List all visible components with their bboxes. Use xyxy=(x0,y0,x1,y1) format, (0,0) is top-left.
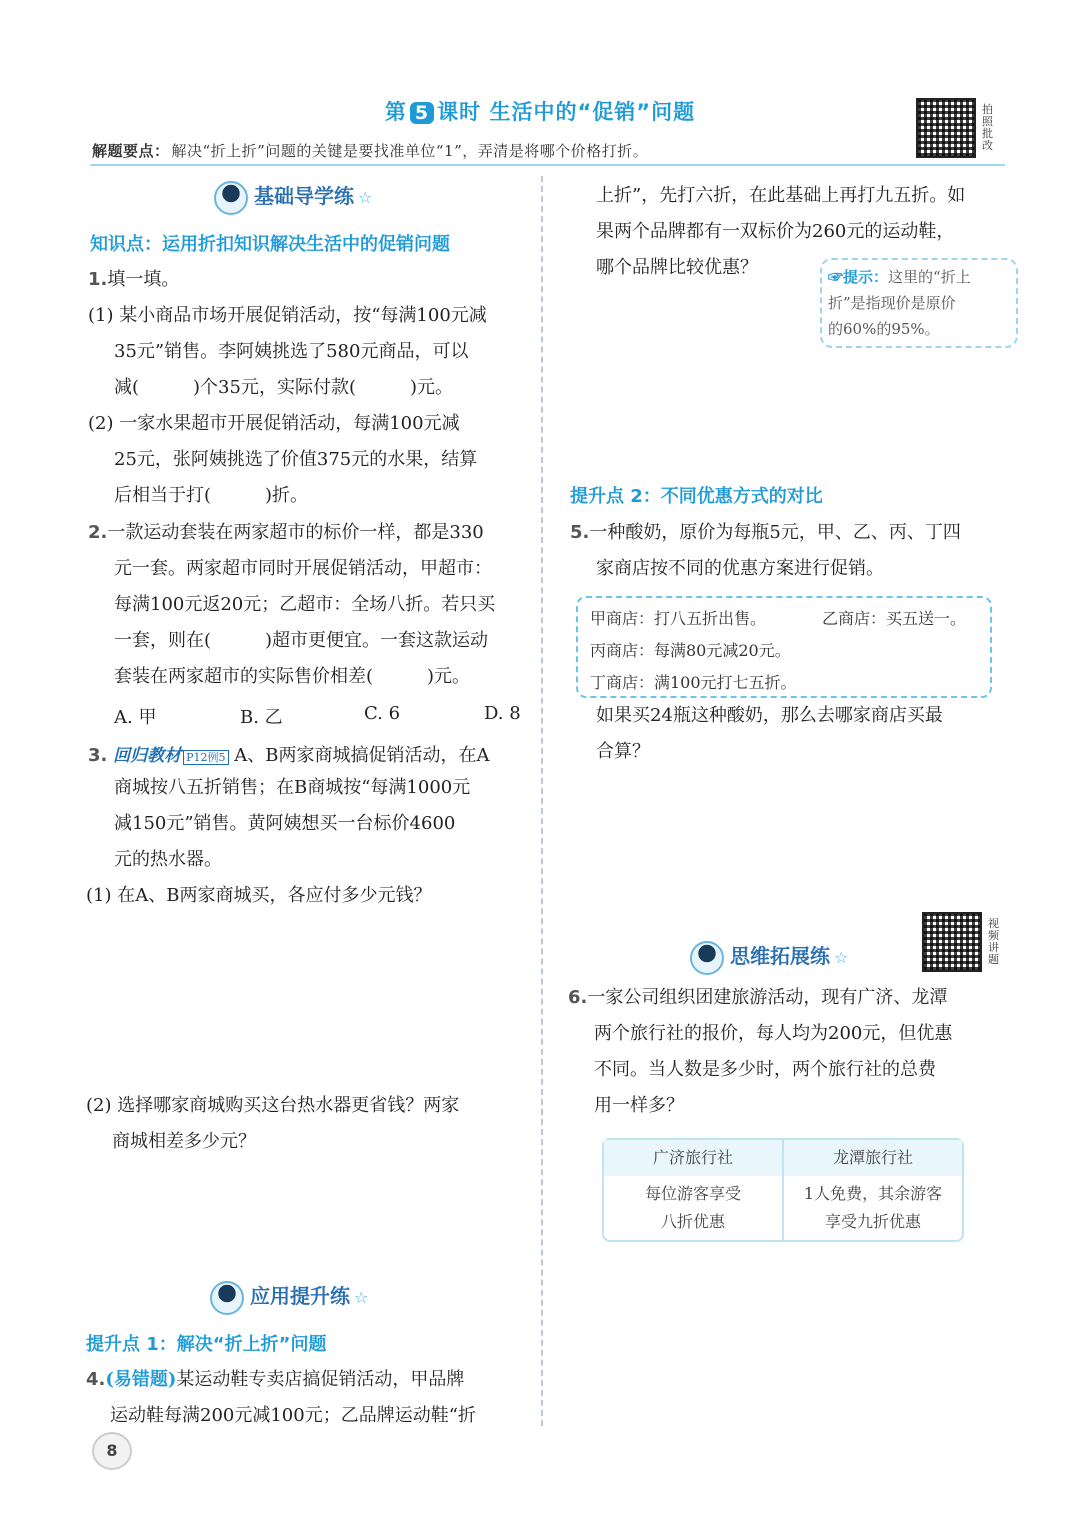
keypoint-label: 解题要点： xyxy=(92,142,170,160)
question-2-line4: 一套，则在( )超市更便宜。一套这款运动 xyxy=(114,630,489,651)
question-number: 1. xyxy=(88,269,108,290)
error-prone-tag: (易错题) xyxy=(105,1369,177,1390)
offer-text: 1人免费，其余游客 xyxy=(803,1184,943,1203)
star-icon: ☆ xyxy=(834,948,849,967)
tag-text: 回归教材 xyxy=(113,746,182,766)
hint-box xyxy=(820,258,1018,348)
offer-text: 八折优惠 xyxy=(660,1212,725,1231)
question-text: 某运动鞋专卖店搞促销活动，甲品牌 xyxy=(176,1369,465,1390)
question-text: 填一填。 xyxy=(107,269,180,290)
hint-text: 折”是指现价是原价 xyxy=(828,294,956,312)
header-divider xyxy=(90,164,1005,166)
knowledge-point: 知识点：运用折扣知识解决生活中的促销问题 xyxy=(90,234,450,255)
qr-label: 视频讲题 xyxy=(988,917,999,966)
question-5-line1 xyxy=(570,515,961,551)
question-number: 5. xyxy=(570,522,590,543)
textbook-tag xyxy=(113,746,228,766)
table-divider xyxy=(782,1140,784,1240)
solving-keypoint xyxy=(92,140,648,161)
question-2-line2: 元一套。两家超市同时开展促销活动，甲超市： xyxy=(114,558,492,579)
question-number: 4. xyxy=(86,1369,106,1390)
question-text: 一家公司组织团建旅游活动，现有广济、龙潭 xyxy=(587,987,948,1008)
lesson-number-badge: 5 xyxy=(410,102,434,124)
question-5-line4: 合算？ xyxy=(596,741,650,762)
q1-part1-line3: 减( )个35元，实际付款( )元。 xyxy=(114,377,453,398)
q1-part2-line2: 25元，张阿姨挑选了价值375元的水果，结算 xyxy=(114,449,478,470)
title-prefix: 第 xyxy=(384,100,407,124)
question-3-sub1: (1) 在A、B两家商城买，各应付多少元钱？ xyxy=(86,885,432,906)
column-divider xyxy=(541,176,543,1426)
section-banner-extend xyxy=(690,940,848,975)
question-6-line3: 不同。当人数是多少时，两个旅行社的总费 xyxy=(594,1059,936,1080)
question-number: 6. xyxy=(568,987,588,1008)
boost-point-2: 提升点 2：不同优惠方式的对比 xyxy=(570,486,823,507)
mascot-icon xyxy=(690,941,724,975)
hint-text: 的60%的95%。 xyxy=(828,320,940,338)
question-4-line3: 上折”，先打六折，在此基础上再打九五折。如 xyxy=(596,185,966,206)
qr-code-icon[interactable] xyxy=(922,912,982,972)
question-3-line2: 商城按八五折销售；在B商城按“每满1000元 xyxy=(114,777,471,798)
qr-code-icon[interactable] xyxy=(916,98,976,158)
section-title: 思维拓展练 xyxy=(730,944,830,968)
question-3-line4: 元的热水器。 xyxy=(114,849,222,870)
question-1-stem xyxy=(88,262,179,298)
question-2-line1 xyxy=(88,515,484,551)
q1-part1-line2: 35元”销售。李阿姨挑选了580元商品，可以 xyxy=(114,341,469,362)
section-banner-basic xyxy=(214,180,372,215)
question-5-line2: 家商店按不同的优惠方案进行促销。 xyxy=(596,558,884,579)
tag-ref: P12例5 xyxy=(183,750,228,765)
agency-2-name: 龙潭旅行社 xyxy=(784,1140,962,1176)
shop-a-offer: 甲商店：打八五折出售。 xyxy=(590,609,767,628)
title-text: 课时 生活中的“促销”问题 xyxy=(437,100,696,124)
question-2-line3: 每满100元返20元；乙超市：全场八折。若只买 xyxy=(114,594,496,615)
q1-part2-line3: 后相当于打( )折。 xyxy=(114,485,309,506)
question-4-line4: 果两个品牌都有一双标价为260元的运动鞋， xyxy=(596,221,955,242)
question-number: 2. xyxy=(88,522,108,543)
keypoint-text: 解决“折上折”问题的关键是要找准单位“1”，弄清是将哪个价格打折。 xyxy=(171,142,649,160)
question-4-line1 xyxy=(86,1362,464,1398)
shop-offers-box xyxy=(576,596,992,698)
shop-c-offer: 丙商店：每满80元减20元。 xyxy=(590,641,791,660)
section-banner-apply xyxy=(210,1280,368,1315)
question-6-line1 xyxy=(568,980,947,1016)
section-title: 基础导学练 xyxy=(254,184,354,208)
question-3-line3: 减150元”销售。黄阿姨想买一台标价4600 xyxy=(114,813,456,834)
agency-2-offer xyxy=(784,1176,962,1240)
question-text: 一种酸奶，原价为每瓶5元，甲、乙、丙、丁四 xyxy=(589,522,961,543)
question-3-sub2-line2: 商城相差多少元？ xyxy=(112,1131,256,1152)
hint-label: 提示： xyxy=(843,268,889,286)
qr-label: 拍照批改 xyxy=(982,103,993,152)
question-5-line3: 如果买24瓶这种酸奶，那么去哪家商店买最 xyxy=(596,705,943,726)
choice-d[interactable]: D. 8 xyxy=(484,703,521,724)
travel-agency-table xyxy=(602,1138,964,1242)
q1-part2-line1: (2) 一家水果超市开展促销活动，每满100元减 xyxy=(88,413,460,434)
question-3-sub2-line1: (2) 选择哪家商城购买这台热水器更省钱？两家 xyxy=(86,1095,460,1116)
offer-text: 每位游客享受 xyxy=(644,1184,741,1203)
question-text: A、B两家商城搞促销活动，在A xyxy=(228,745,490,766)
shop-d-offer: 丁商店：满100元打七五折。 xyxy=(590,673,797,692)
hint-text: 这里的“折上 xyxy=(888,268,971,286)
page-number: 8 xyxy=(92,1432,132,1470)
star-icon: ☆ xyxy=(354,1288,369,1307)
mascot-icon xyxy=(210,1281,244,1315)
agency-1-name: 广济旅行社 xyxy=(604,1140,782,1176)
question-6-line4: 用一样多？ xyxy=(594,1095,684,1116)
question-text: 一款运动套装在两家超市的标价一样，都是330 xyxy=(107,522,484,543)
question-6-line2: 两个旅行社的报价，每人均为200元，但优惠 xyxy=(594,1023,953,1044)
choice-c[interactable]: C. 6 xyxy=(364,703,401,724)
star-icon: ☆ xyxy=(358,188,373,207)
offer-text: 享受九折优惠 xyxy=(824,1212,921,1231)
question-4-line5: 哪个品牌比较优惠？ xyxy=(596,257,758,278)
shop-b-offer: 乙商店：买五送一。 xyxy=(822,609,967,628)
boost-point-1: 提升点 1：解决“折上折”问题 xyxy=(86,1334,327,1355)
choice-b[interactable]: B. 乙 xyxy=(240,707,283,728)
question-2-line5: 套装在两家超市的实际售价相差( )元。 xyxy=(114,666,471,687)
question-4-line2: 运动鞋每满200元减100元；乙品牌运动鞋“折 xyxy=(110,1405,476,1426)
hint-icon: ☞ xyxy=(828,268,844,286)
q1-part1-line1: (1) 某小商品市场开展促销活动，按“每满100元减 xyxy=(88,305,487,326)
question-number: 3. xyxy=(88,745,108,766)
section-title: 应用提升练 xyxy=(250,1284,350,1308)
agency-1-offer xyxy=(604,1176,782,1240)
choice-a[interactable]: A. 甲 xyxy=(114,707,157,728)
mascot-icon xyxy=(214,181,248,215)
